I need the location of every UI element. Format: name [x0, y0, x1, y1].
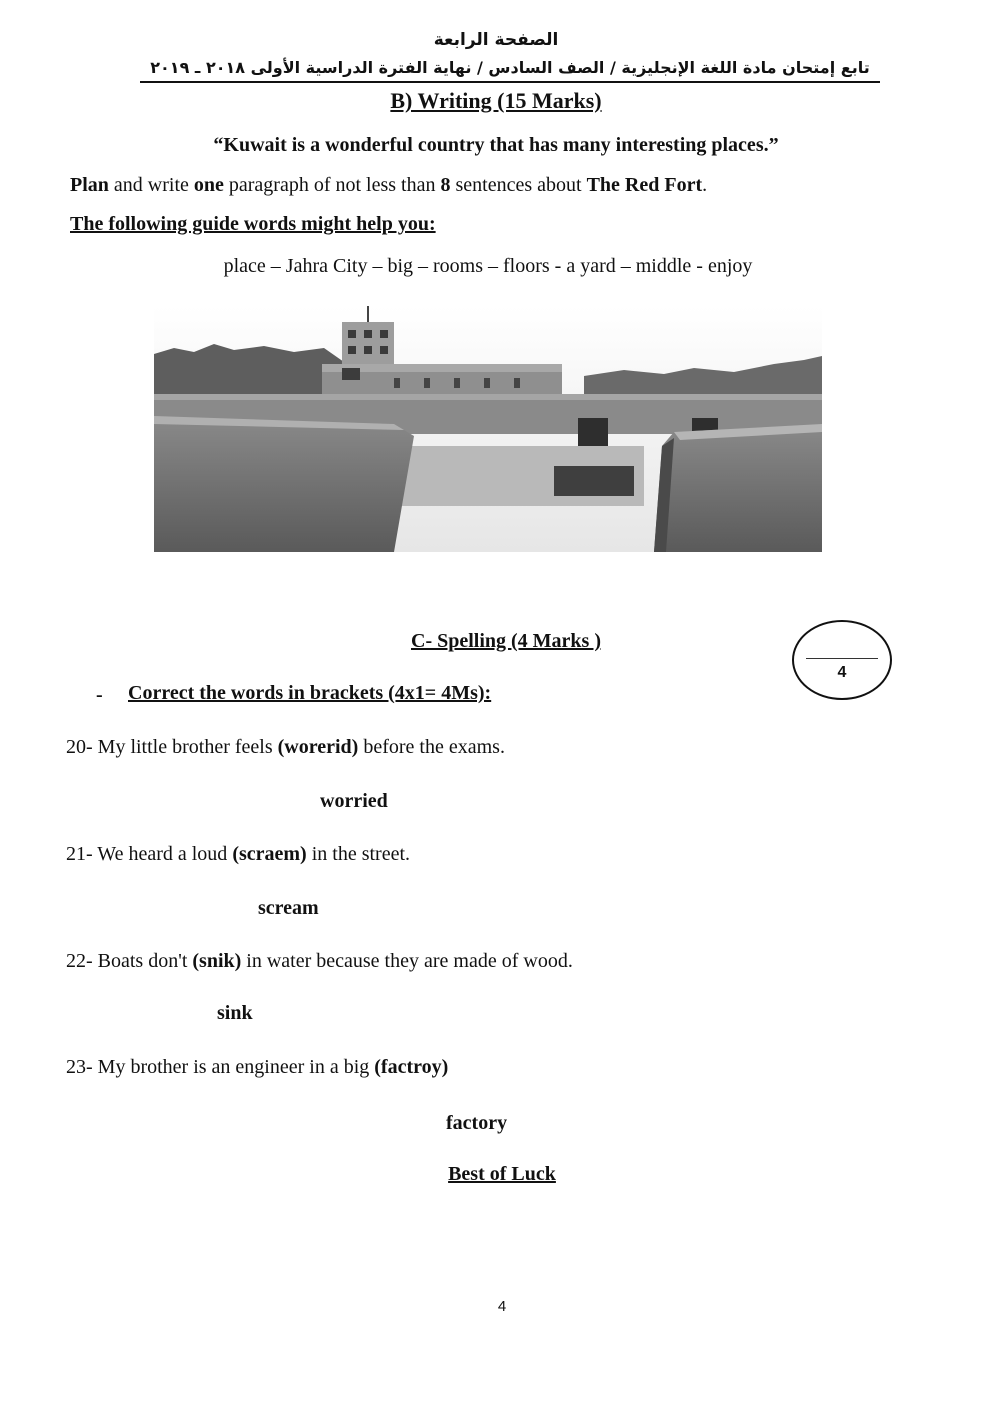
misspelled-word: (snik) — [192, 950, 242, 972]
page-number: 4 — [497, 1298, 507, 1315]
question-22 — [66, 950, 573, 973]
question-text: before the exams. — [358, 736, 505, 758]
instruction-plan: Plan — [70, 174, 109, 196]
spelling-section-heading: C- Spelling (4 Marks ) — [411, 630, 601, 652]
question-21 — [66, 843, 410, 866]
instruction-end: . — [702, 174, 708, 196]
misspelled-word: (worerid) — [277, 736, 359, 758]
misspelled-word: (factroy) — [374, 1056, 449, 1078]
red-fort-photo — [154, 306, 822, 552]
question-text: 21- We heard a loud — [66, 843, 233, 865]
instruction-text: paragraph of not less than — [223, 174, 441, 196]
arabic-page-title: الصفحة الرابعة — [433, 30, 559, 50]
misspelled-word: (scraem) — [232, 843, 307, 865]
answer-20: worried — [320, 790, 388, 812]
arabic-exam-header: تابع إمتحان مادة اللغة الإنجليزية / الصف السادس / نهاية الفترة الدراسية الأولى ٢٠١٨ ـ ٢٠١٩ — [140, 58, 880, 83]
writing-quote: “Kuwait is a wonderful country that has many interesting places.” — [213, 134, 779, 156]
question-20 — [66, 736, 505, 759]
instruction-text: and write — [108, 174, 194, 196]
question-text: in the street. — [306, 843, 411, 865]
instruction-one: one — [193, 174, 224, 196]
question-text: 22- Boats don't — [66, 950, 193, 972]
question-text: in water because they are made of wood. — [241, 950, 573, 972]
bullet-dash: - — [96, 684, 103, 706]
writing-section-heading: B) Writing (15 Marks) — [390, 88, 602, 113]
guide-words: place – Jahra City – big – rooms – floors - a yard – middle - enjoy — [223, 255, 753, 277]
score-value: 4 — [837, 664, 847, 681]
question-text: 23- My brother is an engineer in a big — [66, 1056, 375, 1078]
closing-best-of-luck: Best of Luck — [448, 1163, 556, 1185]
instruction-topic: The Red Fort — [586, 174, 703, 196]
question-text: 20- My little brother feels — [66, 736, 278, 758]
answer-23: factory — [446, 1112, 508, 1134]
score-oval — [792, 620, 892, 700]
instruction-text: sentences about — [450, 174, 587, 196]
score-divider — [806, 658, 878, 659]
question-23 — [66, 1056, 448, 1079]
answer-21: scream — [258, 897, 319, 919]
writing-instruction — [70, 174, 930, 197]
answer-22: sink — [217, 1002, 253, 1024]
guide-words-heading: The following guide words might help you: — [70, 213, 436, 235]
instruction-count: 8 — [440, 174, 451, 196]
spelling-instruction: Correct the words in brackets (4x1= 4Ms): — [128, 682, 492, 704]
